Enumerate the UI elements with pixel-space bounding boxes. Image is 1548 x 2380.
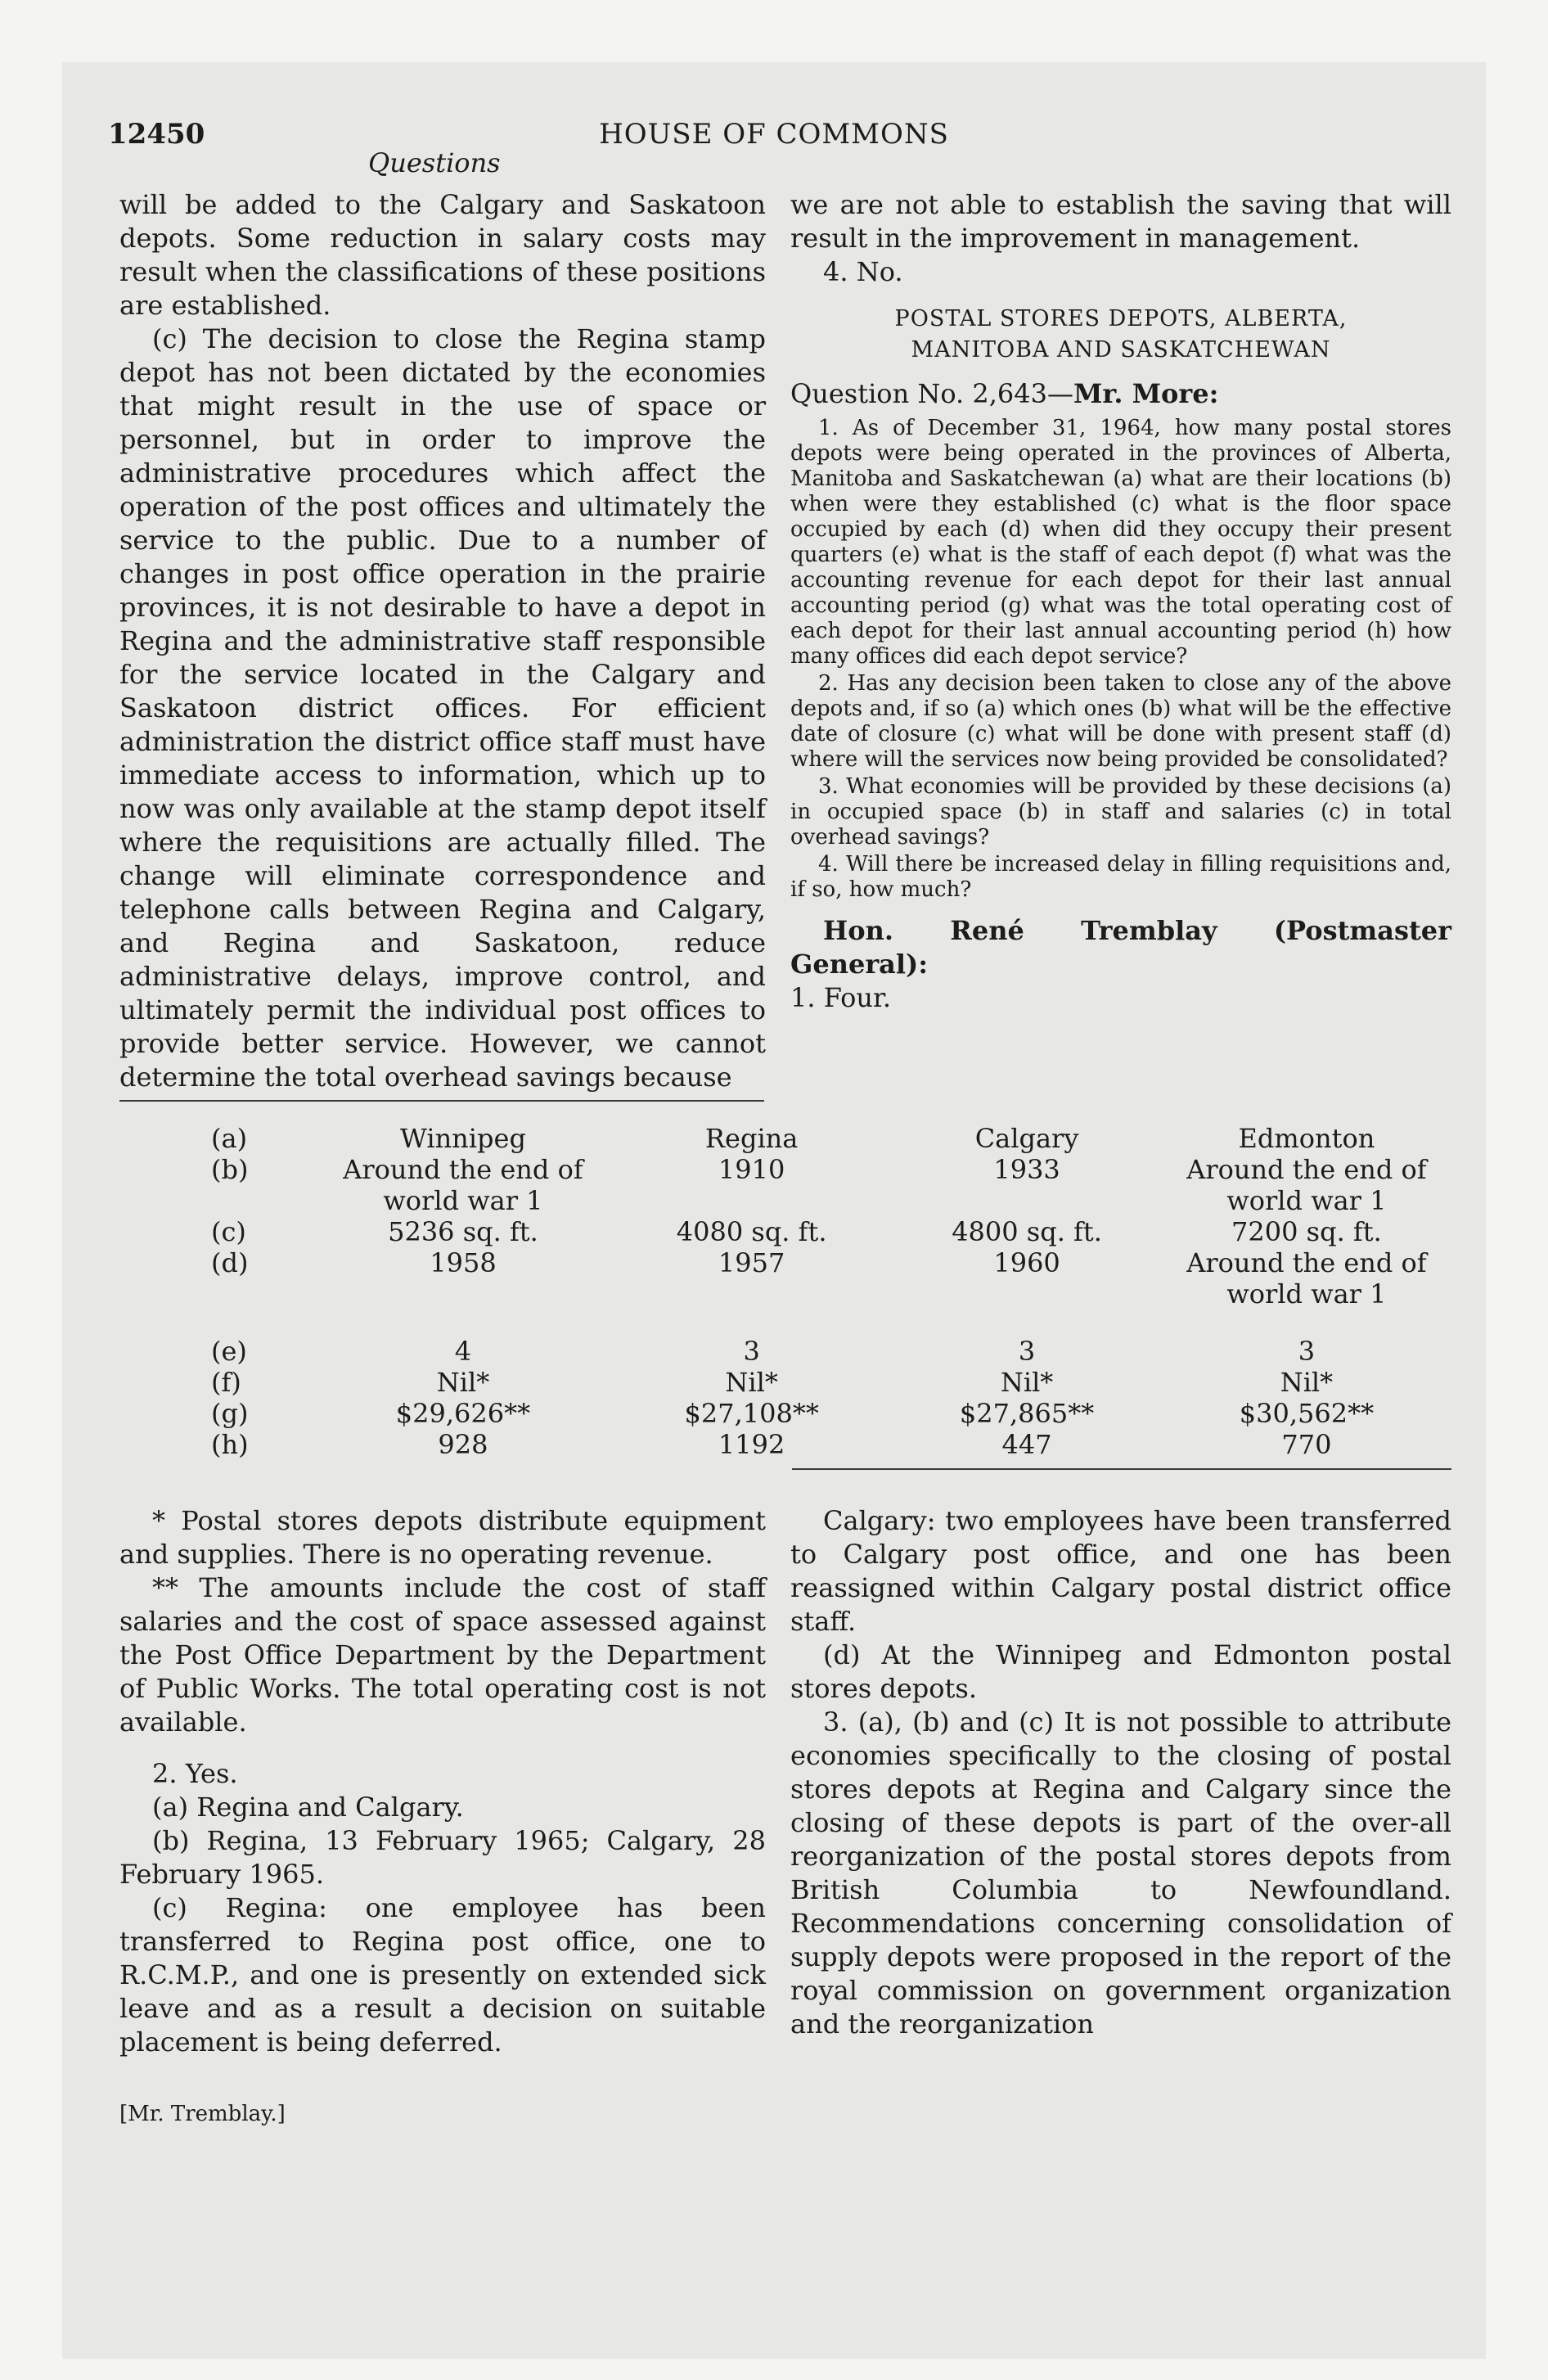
table-row: (d) 1958 1957 1960 Around the end of world war 1 xyxy=(211,1247,1427,1309)
depots-table xyxy=(119,1123,1453,1460)
footnote-double: ** The amounts include the cost of staff salaries and the cost of space assessed against the Post Office Department by the Department of Public Works. The total operating cost is not available. xyxy=(119,1572,766,1738)
section-subtitle: Questions xyxy=(368,147,501,178)
table-row: (a) Winnipeg Regina Calgary Edmonton xyxy=(211,1123,1375,1154)
table-row: (e) 4 3 3 3 xyxy=(211,1336,1316,1367)
footnote-single: * Postal stores depots distribute equipment and supplies. There is no operating revenue. xyxy=(119,1505,766,1570)
paragraph: 3. (a), (b) and (c) It is not possible to attribute economies specifically to the closing of postal stores depots at Regina and Calgary since the closing of these depots is part of the over-all reorganization of the postal stores depots from British Columbia to Newfoundland. Recommendations concerning consolidation of supply depots were proposed in the report of the royal commission on government organization and the reorganization xyxy=(790,1706,1451,2040)
paragraph: (c) The decision to close the Regina stamp depot has not been dictated by the economies that might result in the use of space or personnel, but in order to improve the administrative procedures which affect the operation of the post offices and ultimately the service to the public. Due to a number of changes in post office operation in the prairie provinces, it is not desirable to have a depot in Regina and the administrative staff responsible for the service located in the Calgary and Saskatoon district offices. For efficient administration the district office staff must have immediate access to information, which up to now was only available at the stamp depot itself where the requisitions are actually filled. The change will eliminate correspondence and telephone calls between Regina and Calgary, and Regina and Saskatoon, reduce administrative delays, improve control, and ultimately permit the individual post offices to provide better service. However, we cannot determine the total overhead savings because xyxy=(119,323,766,1093)
paragraph: Calgary: two employees have been transferred to Calgary post office, and one has been reassigned within Calgary postal district office staff. xyxy=(790,1505,1451,1637)
table-row: (g) $29,626** $27,108** $27,865** $30,562** xyxy=(211,1398,1375,1429)
paragraph: 2. Yes. xyxy=(152,1758,238,1789)
section-heading-line1: POSTAL STORES DEPOTS, ALBERTA, xyxy=(894,306,1348,331)
table-row: (f) Nil* Nil* Nil* Nil* xyxy=(211,1367,1334,1398)
paragraph: (a) Regina and Calgary. xyxy=(152,1792,464,1823)
question-number: Question No. 2,643—Mr. More: xyxy=(790,378,1219,409)
right-column-top xyxy=(790,188,1451,1015)
paragraph: (d) At the Winnipeg and Edmonton postal stores depots. xyxy=(790,1639,1451,1704)
left-column-bottom xyxy=(119,1504,766,2059)
section-heading-line2: MANITOBA AND SASKATCHEWAN xyxy=(911,337,1331,363)
question-item: 4. Will there be increased delay in filling requisitions and, if so, how much? xyxy=(790,852,1451,902)
page-header-title: HOUSE OF COMMONS xyxy=(599,118,949,151)
right-column-bottom xyxy=(790,1504,1451,2041)
answer-4: 4. No. xyxy=(823,256,903,287)
question-item: 2. Has any decision been taken to close any of the above depots and, if so (a) which ones (b) what will be the effective date of closure (c) what will be done with present staff (d) where will the services now being provided be consolidated? xyxy=(790,671,1451,772)
answerer-name: Hon. René Tremblay (Postmaster General): xyxy=(790,915,1451,980)
question-item: 1. As of December 31, 1964, how many postal stores depots were being operated in the provinces of Alberta, Manitoba and Saskatchewan (a) what are their locations (b) when were they established (c) what is the floor space occupied by each (d) when did they occupy their present quarters (e) what is the staff of each depot (f) what was the accounting revenue for each depot for their last annual accounting period (g) what was the total operating cost of each depot for their last annual accounting period (h) how many offices did each depot service? xyxy=(790,416,1451,669)
paragraph: will be added to the Calgary and Saskatoon depots. Some reduction in salary costs may result when the classifications of these positions are established. xyxy=(119,189,766,321)
table-spacer xyxy=(119,1309,1453,1336)
answer-1: 1. Four. xyxy=(790,982,891,1013)
question-item: 3. What economies will be provided by these decisions (a) in occupied space (b) in staff and salaries (c) in total overhead savings? xyxy=(790,774,1451,850)
paragraph: we are not able to establish the saving that will result in the improvement in management. xyxy=(790,189,1451,254)
paragraph: (b) Regina, 13 February 1965; Calgary, 28 February 1965. xyxy=(119,1825,766,1890)
paragraph: (c) Regina: one employee has been transferred to Regina post office, one to R.C.M.P., and one is presently on extended sick leave and as a result a decision on suitable placement is being deferred. xyxy=(119,1892,766,2058)
divider-rule xyxy=(119,1100,764,1102)
page-number: 12450 xyxy=(108,118,205,151)
footer-speaker: [Mr. Tremblay.] xyxy=(119,2102,286,2126)
table-row: (c) 5236 sq. ft. 4080 sq. ft. 4800 sq. ft. 7200 sq. ft. xyxy=(211,1216,1382,1247)
table-row: (b) Around the end of world war 1 1910 1933 Around the end of world war 1 xyxy=(211,1154,1427,1216)
questions-list xyxy=(790,416,1451,903)
question-member: Mr. More: xyxy=(1073,378,1219,409)
left-column-top xyxy=(119,188,766,1094)
divider-rule xyxy=(792,1468,1451,1470)
table-row: (h) 928 1192 447 770 xyxy=(211,1429,1332,1460)
